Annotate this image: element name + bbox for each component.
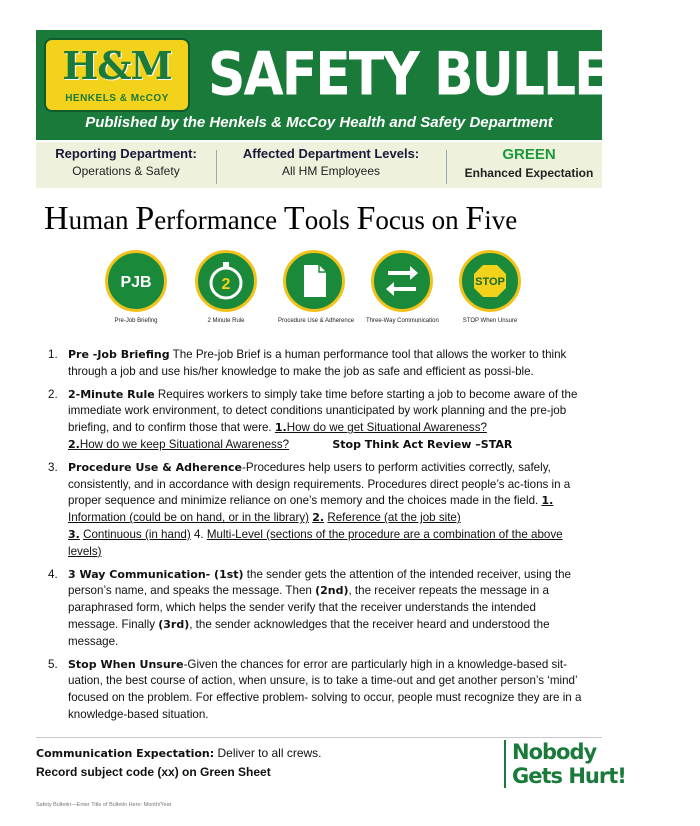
slogan-bar xyxy=(504,740,506,788)
list-item xyxy=(48,567,588,651)
question-text: How do we get Situational Awareness? xyxy=(286,421,487,435)
stopwatch-icon xyxy=(195,250,257,312)
pjb-icon xyxy=(105,250,167,312)
item-number: 5. xyxy=(48,657,58,671)
item-text: The Pre-job Brief is a human performance tool that allows the worker to think through a job and use his/her knowledge to make the job as safe and efficient as possi-ble. xyxy=(68,348,567,378)
item-text: -Given the chances for error are particularly high in a knowledge-based sit-uation, the best course of action, when unsure, is to take a time-out and get another person’s ‘mind’ focused on the problem. For effective problem- solving to occur, people must recognize they are in a knowledge-based situation. xyxy=(68,657,582,721)
tool-icons xyxy=(100,250,530,334)
reporting-value: Operations & Safety xyxy=(72,164,180,178)
list-item xyxy=(48,347,588,381)
icon-caption: Procedure Use & Adherence xyxy=(278,318,355,324)
item-heading: Pre -Job Briefing xyxy=(68,348,170,361)
bulletin-title: SAFETY BULLETIN xyxy=(208,40,700,110)
comm-label: Communication Expectation: xyxy=(36,747,215,760)
title-text: ocus on xyxy=(375,205,466,235)
slogan-line: Nobody xyxy=(512,740,597,764)
title-cap: T xyxy=(283,200,305,237)
question-text: How do we keep Situational Awareness? xyxy=(79,437,290,451)
level-number: 2. xyxy=(312,511,325,525)
icon-caption: 2 Minute Rule xyxy=(207,318,245,324)
level-number: 3. xyxy=(68,527,80,541)
list-item xyxy=(48,657,588,724)
logo-mark: H&M xyxy=(62,43,172,88)
level-description: Enhanced Expectation xyxy=(464,166,594,180)
level-text: Information (could be on hand, or in the library) xyxy=(68,511,310,525)
item-number: 1. xyxy=(48,348,58,361)
company-logo xyxy=(44,38,190,112)
level-number: 1. xyxy=(541,494,554,508)
item-heading: 3 Way Communication- (1st) xyxy=(68,567,244,581)
level-number: 4. xyxy=(190,527,204,541)
item-number: 4. xyxy=(48,567,58,581)
arrows-exchange-icon xyxy=(371,250,433,312)
item-heading: 2-Minute Rule xyxy=(68,387,155,401)
document-icon xyxy=(283,250,345,312)
item-number: 2. xyxy=(48,387,58,401)
item-text: the sender gets the attention of the intended receiver, using the person’s name, and speaks the message. Then xyxy=(68,567,572,598)
step-keyword: (3rd) xyxy=(158,617,190,631)
icon-caption: STOP When Unsure xyxy=(462,318,518,324)
affected-label: Affected Department Levels: xyxy=(242,146,420,161)
question-number: 2. xyxy=(68,437,80,451)
comm-value: Deliver to all crews. xyxy=(214,746,322,760)
list-item xyxy=(48,387,588,454)
title-text: uman xyxy=(68,205,136,235)
stop-sign-icon xyxy=(459,250,521,312)
page-title xyxy=(44,200,517,238)
footer-divider xyxy=(36,737,602,738)
item-text: Requires workers to simply take time before starting a job to become aware of the immediate work environment, to detect conditions unanticipated by work planning and the pre-job briefing, and to confirm those that were. xyxy=(68,387,578,435)
info-divider xyxy=(446,150,447,184)
item-heading: Procedure Use & Adherence xyxy=(68,460,243,474)
level-text: Reference (at the job site) xyxy=(327,511,461,525)
icon-caption: Pre-Job Briefing xyxy=(114,318,158,324)
two-glyph: 2 xyxy=(221,276,231,293)
communication-expectation xyxy=(36,746,322,760)
slogan-line: Gets Hurt! xyxy=(512,764,626,788)
tools-list xyxy=(48,347,588,730)
title-text: ools xyxy=(304,205,357,235)
stop-glyph: STOP xyxy=(475,276,505,288)
logo-wordmark: HENKELS & McCOY xyxy=(65,93,169,104)
item-heading: Stop When Unsure xyxy=(68,657,184,671)
reporting-department xyxy=(36,146,216,178)
affected-levels xyxy=(226,146,436,178)
slogan xyxy=(512,740,626,788)
procedure-icon-group xyxy=(278,250,355,324)
item-text: , the receiver repeats the message in a paraphrased form, which helps the sender verify that the receiver understands the intended message. Finally xyxy=(68,584,549,631)
title-cap: F xyxy=(356,200,376,237)
footer-note: Safety Bulletin—Enter Title of Bulletin Here: Month/Year xyxy=(36,802,172,808)
title-text: erformance xyxy=(154,205,284,235)
stop-icon-group xyxy=(454,250,526,324)
info-divider xyxy=(216,150,217,184)
record-note: Record subject code (xx) on Green Sheet xyxy=(36,765,271,779)
item-number: 3. xyxy=(48,460,58,474)
level-text: Continuous (in hand) xyxy=(83,527,191,541)
title-cap: F xyxy=(465,200,485,237)
header-banner xyxy=(36,30,700,140)
title-text: ive xyxy=(484,205,518,235)
list-item xyxy=(48,460,588,561)
pjb-icon-group xyxy=(100,250,172,324)
question-number: 1. xyxy=(274,421,287,435)
title-cap: P xyxy=(135,200,155,237)
level-word: GREEN xyxy=(502,146,556,163)
level-text: Multi-Level (sections of the procedure are a combination of the above levels) xyxy=(68,527,563,558)
title-cap: H xyxy=(44,200,69,237)
two-minute-icon-group xyxy=(190,250,262,324)
star-acronym: Stop Think Act Review –STAR xyxy=(332,437,513,451)
icon-caption: Three-Way Communication xyxy=(366,318,439,324)
publisher-line: Published by the Henkels & McCoy Health and Safety Department xyxy=(85,114,553,131)
reporting-label: Reporting Department: xyxy=(55,146,197,161)
item-text: -Procedures help users to perform activities correctly, safely, consistently, and in accordance with design requirements. Procedures direct people’s ac-tions in a proper sequence and minimize reliance on one’s memory and the choices made in the field. xyxy=(68,460,571,508)
three-way-icon-group xyxy=(366,250,438,324)
item-text: , the sender acknowledges that the receiver heard and understood the message. xyxy=(68,617,550,648)
step-keyword: (2nd) xyxy=(315,584,349,598)
pjb-glyph: PJB xyxy=(120,274,152,291)
info-bar xyxy=(36,142,602,188)
affected-value: All HM Employees xyxy=(281,164,381,178)
expectation-level xyxy=(456,146,602,180)
